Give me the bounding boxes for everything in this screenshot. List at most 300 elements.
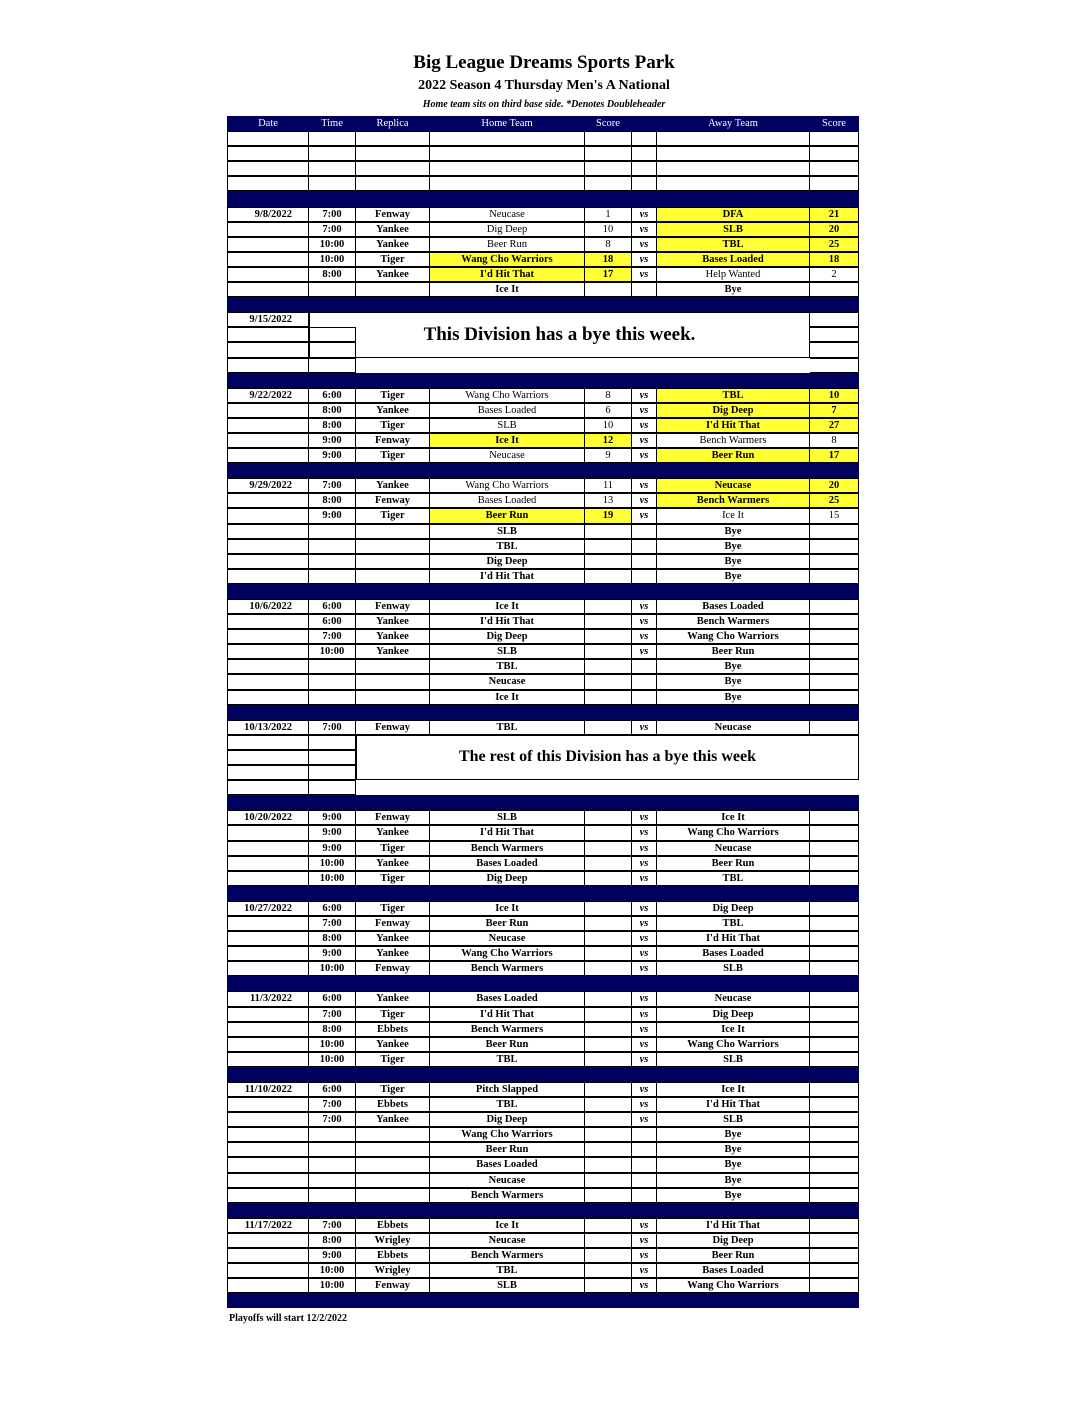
vs-label: vs [632,991,657,1006]
game-date [227,161,309,176]
game-date [227,659,309,674]
away-team [657,161,810,176]
vs-label: vs [632,810,657,825]
home-team: Bases Loaded [430,856,585,871]
page-subtitle: 2022 Season 4 Thursday Men's A National [418,78,670,93]
game-replica-field: Tiger [356,871,430,886]
game-time [309,735,356,750]
game-time: 9:00 [309,433,356,448]
home-score [585,1142,632,1157]
away-team: Bench Warmers [657,614,810,629]
table-row [227,448,859,463]
footer-note: Playoffs will start 12/2/2022 [229,1313,348,1324]
home-team: SLB [430,418,585,433]
table-row [227,539,859,554]
game-date [227,1052,309,1067]
game-date [227,282,309,297]
away-team: Wang Cho Warriors [657,1037,810,1052]
game-date [227,931,309,946]
game-date [227,841,309,856]
home-team: Wang Cho Warriors [430,478,585,493]
game-time: 10:00 [309,252,356,267]
away-team: Beer Run [657,644,810,659]
away-team: Dig Deep [657,901,810,916]
table-row [227,991,859,1006]
game-time: 8:00 [309,267,356,282]
vs-label: vs [632,1007,657,1022]
away-score [810,916,859,931]
home-team: Ice It [430,1218,585,1233]
home-team: I'd Hit That [430,1007,585,1022]
table-row [227,659,859,674]
table-row [227,674,859,689]
game-replica-field: Tiger [356,418,430,433]
away-score [810,841,859,856]
game-date [227,403,309,418]
game-time [309,690,356,705]
game-time [309,554,356,569]
home-score [585,961,632,976]
vs-label: vs [632,1263,657,1278]
game-date [227,629,309,644]
week-separator [227,463,859,478]
game-date [227,1007,309,1022]
away-team: Ice It [657,810,810,825]
away-team: Bye [657,1157,810,1172]
table-row [227,916,859,931]
game-replica-field: Yankee [356,1037,430,1052]
vs-label: vs [632,916,657,931]
home-team: TBL [430,720,585,735]
vs-label: vs [632,1112,657,1127]
away-score [810,569,859,584]
table-row [227,1142,859,1157]
home-team: Ice It [430,901,585,916]
home-team: Wang Cho Warriors [430,252,585,267]
away-score [810,946,859,961]
vs-label [632,690,657,705]
vs-label: vs [632,1233,657,1248]
away-score [810,1097,859,1112]
table-row [227,267,859,282]
away-score: 27 [810,418,859,433]
vs-label: vs [632,614,657,629]
vs-label: vs [632,825,657,840]
away-team: TBL [657,916,810,931]
home-score [585,1218,632,1233]
table-row [227,433,859,448]
away-score [810,358,859,373]
table-row [227,735,859,766]
game-date [227,569,309,584]
game-date [227,961,309,976]
home-team: Pitch Slapped [430,1082,585,1097]
away-score [810,810,859,825]
home-team: Beer Run [430,1142,585,1157]
home-team: TBL [430,659,585,674]
game-replica-field: Fenway [356,207,430,222]
away-score: 21 [810,207,859,222]
col-header-home-team: Home Team [430,116,585,131]
game-date: 9/22/2022 [227,388,309,403]
game-time: 10:00 [309,237,356,252]
home-team: TBL [430,1052,585,1067]
game-date [227,946,309,961]
table-row [227,1022,859,1037]
game-replica-field: Tiger [356,841,430,856]
game-date: 9/29/2022 [227,478,309,493]
away-team: Wang Cho Warriors [657,825,810,840]
home-score [585,569,632,584]
away-team: Bye [657,674,810,689]
home-team: Ice It [430,599,585,614]
away-team [657,176,810,191]
home-score [585,1188,632,1203]
game-date [227,825,309,840]
vs-label [632,131,657,146]
vs-label: vs [632,1082,657,1097]
home-score [585,931,632,946]
game-date [227,1097,309,1112]
game-replica-field: Yankee [356,825,430,840]
home-team: Neucase [430,931,585,946]
home-team: Bases Loaded [430,991,585,1006]
game-time: 7:00 [309,1097,356,1112]
away-score: 15 [810,508,859,523]
game-date [227,1188,309,1203]
away-team: SLB [657,222,810,237]
away-score [810,1037,859,1052]
away-score [810,825,859,840]
game-time: 9:00 [309,841,356,856]
vs-label [632,161,657,176]
game-time: 10:00 [309,1052,356,1067]
game-time [309,1173,356,1188]
game-time: 10:00 [309,644,356,659]
table-row [227,1097,859,1112]
away-team: Bench Warmers [657,493,810,508]
vs-label: vs [632,720,657,735]
away-score [810,961,859,976]
away-team: TBL [657,871,810,886]
away-team: Bye [657,1127,810,1142]
home-team [430,161,585,176]
game-replica-field: Yankee [356,946,430,961]
table-row [227,1037,859,1052]
game-time: 6:00 [309,991,356,1006]
game-replica-field: Yankee [356,931,430,946]
home-team [430,146,585,161]
vs-label [632,1173,657,1188]
game-date [227,1142,309,1157]
vs-label: vs [632,237,657,252]
table-row [227,418,859,433]
home-team: I'd Hit That [430,825,585,840]
away-score: 18 [810,252,859,267]
game-date [227,1233,309,1248]
away-team: I'd Hit That [657,1097,810,1112]
home-score [585,1082,632,1097]
table-row [227,1218,859,1233]
game-replica-field: Fenway [356,433,430,448]
away-team: Beer Run [657,1248,810,1263]
home-score [585,282,632,297]
game-replica-field: Fenway [356,599,430,614]
vs-label: vs [632,508,657,523]
game-time: 10:00 [309,1037,356,1052]
home-score [585,841,632,856]
table-row [227,765,859,780]
away-team: Ice It [657,508,810,523]
table-row [227,1233,859,1248]
game-replica-field: Yankee [356,644,430,659]
game-replica-field: Yankee [356,478,430,493]
table-row [227,810,859,825]
away-team: SLB [657,961,810,976]
game-time: 10:00 [309,856,356,871]
game-replica-field: Fenway [356,720,430,735]
vs-label [632,1142,657,1157]
home-score: 9 [585,448,632,463]
game-time: 7:00 [309,222,356,237]
game-time [309,282,356,297]
vs-label: vs [632,478,657,493]
away-score [810,901,859,916]
home-team: Neucase [430,448,585,463]
game-time: 9:00 [309,448,356,463]
game-date: 11/10/2022 [227,1082,309,1097]
home-score [585,1173,632,1188]
table-row [227,161,859,176]
away-score [810,342,859,357]
vs-label: vs [632,388,657,403]
vs-label: vs [632,931,657,946]
away-score [810,720,859,735]
home-score [585,1052,632,1067]
game-replica-field: Yankee [356,1112,430,1127]
away-team: Ice It [657,1022,810,1037]
home-score [585,901,632,916]
game-date [227,690,309,705]
game-replica-field [356,161,430,176]
game-date [227,327,309,342]
game-time: 6:00 [309,1082,356,1097]
table-row [227,1127,859,1142]
game-date [227,433,309,448]
home-score [585,629,632,644]
home-score [585,1037,632,1052]
away-score [810,1127,859,1142]
game-date [227,614,309,629]
away-team: Dig Deep [657,1233,810,1248]
away-score [810,282,859,297]
table-row [227,961,859,976]
game-replica-field: Fenway [356,493,430,508]
away-team: Bye [657,659,810,674]
game-time: 7:00 [309,916,356,931]
game-date: 10/27/2022 [227,901,309,916]
table-row [227,690,859,705]
away-score [810,690,859,705]
table-row [227,1173,859,1188]
table-row [227,342,859,357]
game-replica-field: Fenway [356,1278,430,1293]
home-team: Wang Cho Warriors [430,388,585,403]
col-header-date: Date [227,116,309,131]
away-team: Ice It [657,1082,810,1097]
game-time: 8:00 [309,403,356,418]
page-note: Home team sits on third base side. *Denotes Doubleheader [422,99,666,110]
home-score [585,1248,632,1263]
game-replica-field: Tiger [356,901,430,916]
home-score: 1 [585,207,632,222]
table-row [227,282,859,297]
home-score [585,659,632,674]
schedule-body [227,131,859,1308]
away-team: Bye [657,1142,810,1157]
table-row [227,237,859,252]
game-date [227,780,309,795]
game-time: 8:00 [309,418,356,433]
division-bye-note: This Division has a bye this week. [309,312,810,357]
home-team: Bases Loaded [430,403,585,418]
away-score: 20 [810,478,859,493]
game-replica-field [356,1157,430,1172]
home-team: Ice It [430,690,585,705]
away-team: DFA [657,207,810,222]
game-date [227,644,309,659]
vs-label [632,539,657,554]
game-date [227,1278,309,1293]
home-team [430,176,585,191]
game-time: 7:00 [309,1112,356,1127]
table-row [227,569,859,584]
table-row [227,856,859,871]
game-time [309,131,356,146]
game-date: 11/17/2022 [227,1218,309,1233]
vs-label: vs [632,448,657,463]
table-row [227,1188,859,1203]
game-date [227,493,309,508]
table-row [227,599,859,614]
away-score [810,524,859,539]
table-row [227,146,859,161]
home-score: 6 [585,403,632,418]
table-row [227,554,859,569]
home-score [585,539,632,554]
game-time: 6:00 [309,599,356,614]
away-score [810,1218,859,1233]
away-team: TBL [657,237,810,252]
away-score [810,659,859,674]
vs-label: vs [632,946,657,961]
col-header-time: Time [309,116,356,131]
away-team: Beer Run [657,856,810,871]
away-team: I'd Hit That [657,1218,810,1233]
away-team: Bye [657,282,810,297]
table-row [227,614,859,629]
game-replica-field: Yankee [356,991,430,1006]
home-team: TBL [430,1263,585,1278]
home-score [585,554,632,569]
home-team: Wang Cho Warriors [430,946,585,961]
table-row [227,1157,859,1172]
game-time [309,780,356,795]
home-score [585,614,632,629]
home-score: 10 [585,222,632,237]
game-date [227,1022,309,1037]
table-row [227,644,859,659]
game-time: 6:00 [309,614,356,629]
col-header-away-score: Score [810,116,859,131]
away-team: Bye [657,524,810,539]
away-score [810,1248,859,1263]
game-time: 9:00 [309,946,356,961]
away-score [810,1233,859,1248]
vs-label: vs [632,1052,657,1067]
home-team: Neucase [430,674,585,689]
home-score [585,161,632,176]
home-team: Dig Deep [430,871,585,886]
game-replica-field: Tiger [356,1082,430,1097]
table-row [227,312,859,345]
game-date: 11/3/2022 [227,991,309,1006]
home-score [585,674,632,689]
home-team: Dig Deep [430,554,585,569]
table-row [227,901,859,916]
vs-label [632,282,657,297]
vs-label [632,146,657,161]
vs-label [632,569,657,584]
table-row [227,841,859,856]
game-date [227,871,309,886]
home-team: SLB [430,524,585,539]
home-score: 17 [585,267,632,282]
home-team: Beer Run [430,237,585,252]
home-score [585,146,632,161]
table-row [227,629,859,644]
table-row [227,750,859,765]
table-row [227,720,859,735]
table-row [227,327,859,342]
game-time: 8:00 [309,931,356,946]
away-score [810,312,859,327]
table-row [227,222,859,237]
away-team [657,146,810,161]
home-score [585,524,632,539]
game-replica-field: Tiger [356,388,430,403]
game-date [227,916,309,931]
table-row [227,946,859,961]
game-time: 8:00 [309,1233,356,1248]
home-score [585,1157,632,1172]
game-time [309,569,356,584]
vs-label: vs [632,1037,657,1052]
table-row [227,493,859,508]
vs-label [632,1157,657,1172]
vs-label: vs [632,267,657,282]
away-team: Bases Loaded [657,599,810,614]
week-separator [227,976,859,991]
vs-label [632,554,657,569]
col-header-vs [632,116,657,131]
game-date [227,524,309,539]
vs-label [632,674,657,689]
table-row [227,1082,859,1097]
game-date [227,176,309,191]
table-row [227,252,859,267]
away-score [810,554,859,569]
